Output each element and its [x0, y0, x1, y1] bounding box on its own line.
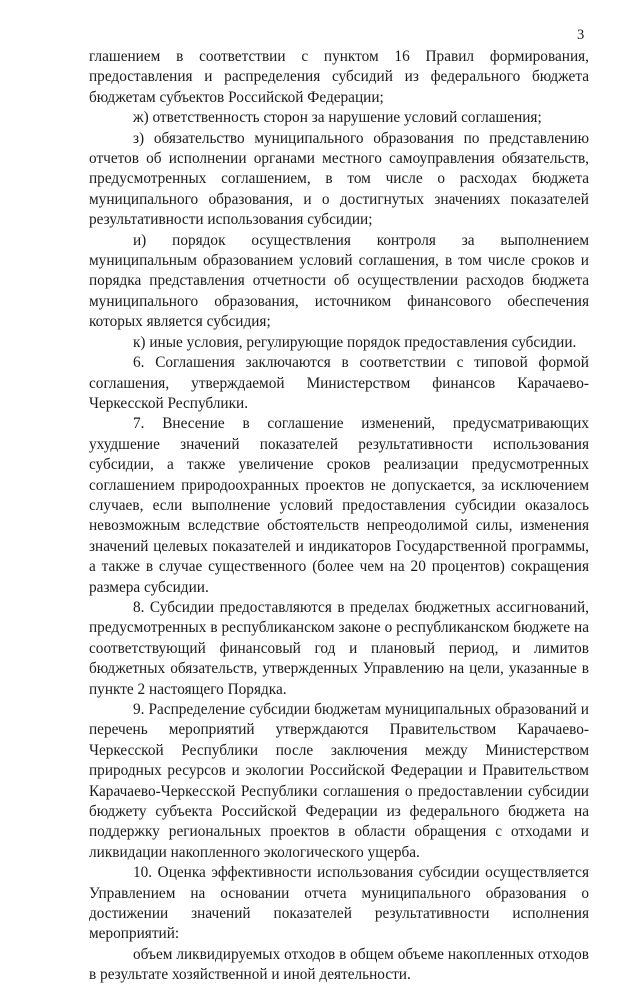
paragraph-item-i: и) порядок осуществления контроля за выполнением муниципальным образованием условий соглашения, в том числе сроков и порядка представления отчетности об осуществлении расходов бюджета муниципального образования, источником финансового обеспечения которых является субсидия;	[89, 231, 589, 331]
paragraph-item-z: з) обязательство муниципального образования по представлению отчетов об исполнении органами местного самоуправления обязательств, предусмотренных соглашением, в том числе о расходах бюджета муниципального образования, и о достигнутых значениях показателей результативности использования субсидии;	[89, 129, 589, 229]
paragraph-clause-7: 7. Внесение в соглашение изменений, предусматривающих ухудшение значений показателей результативности использования субсидии, а также увеличение сроков реализации предусмотренных соглашением природоохранных проектов не допускается, за исключением случаев, если выполнение условий предоставления субсидии оказалось невозможным вследствие обстоятельств непреодолимой силы, изменения значений целевых показателей и индикаторов Государственной программы, а также в случае существенного (более чем на 20 процентов) сокращения размера субсидии.	[89, 415, 589, 596]
paragraph-indicator: объем ликвидируемых отходов в общем объеме накопленных отходов в результате хозяйственной и иной деятельности.	[89, 945, 589, 984]
paragraph-clause-10: 10. Оценка эффективности использования субсидии осуществляется Управлением на основании отчета муниципального образования о достижении значений показателей результативности исполнения мероприятий:	[89, 864, 589, 943]
paragraph-clause-8: 8. Субсидии предоставляются в пределах бюджетных ассигнований, предусмотренных в республиканском законе о республиканском бюджете на соответствующий финансовый год и плановый период, и лимитов бюджетных обязательств, утвержденных Управлению на цели, указанные в пункте 2 настоящего Порядка.	[89, 598, 589, 698]
paragraph-item-zh: ж) ответственность сторон за нарушение условий соглашения;	[133, 109, 542, 127]
document-text	[89, 47, 589, 986]
page-number: 3	[577, 27, 585, 43]
paragraph-clause-6: 6. Соглашения заключаются в соответствии с типовой формой соглашения, утверждаемой Министерством финансов Карачаево-Черкесской Республики.	[89, 354, 589, 412]
paragraph-clause-9: 9. Распределение субсидии бюджетам муниципальных образований и перечень мероприятий утверждаются Правительством Карачаево-Черкесской Республики после заключения между Министерством природных ресурсов и экологии Российской Федерации и Правительством Карачаево-Черкесской Республики соглашения о предоставлении субсидии бюджету субъекта Российской Федерации из федерального бюджета на поддержку региональных проектов в области обращения с отходами и ликвидации накопленного экологического ущерба.	[89, 701, 589, 861]
paragraph-item-k: к) иные условия, регулирующие порядок предоставления субсидии.	[133, 333, 577, 351]
paragraph-continuation: глашением в соответствии с пунктом 16 Правил формирования, предоставления и распределения субсидий из федерального бюджета бюджетам субъектов Российской Федерации;	[89, 48, 589, 106]
